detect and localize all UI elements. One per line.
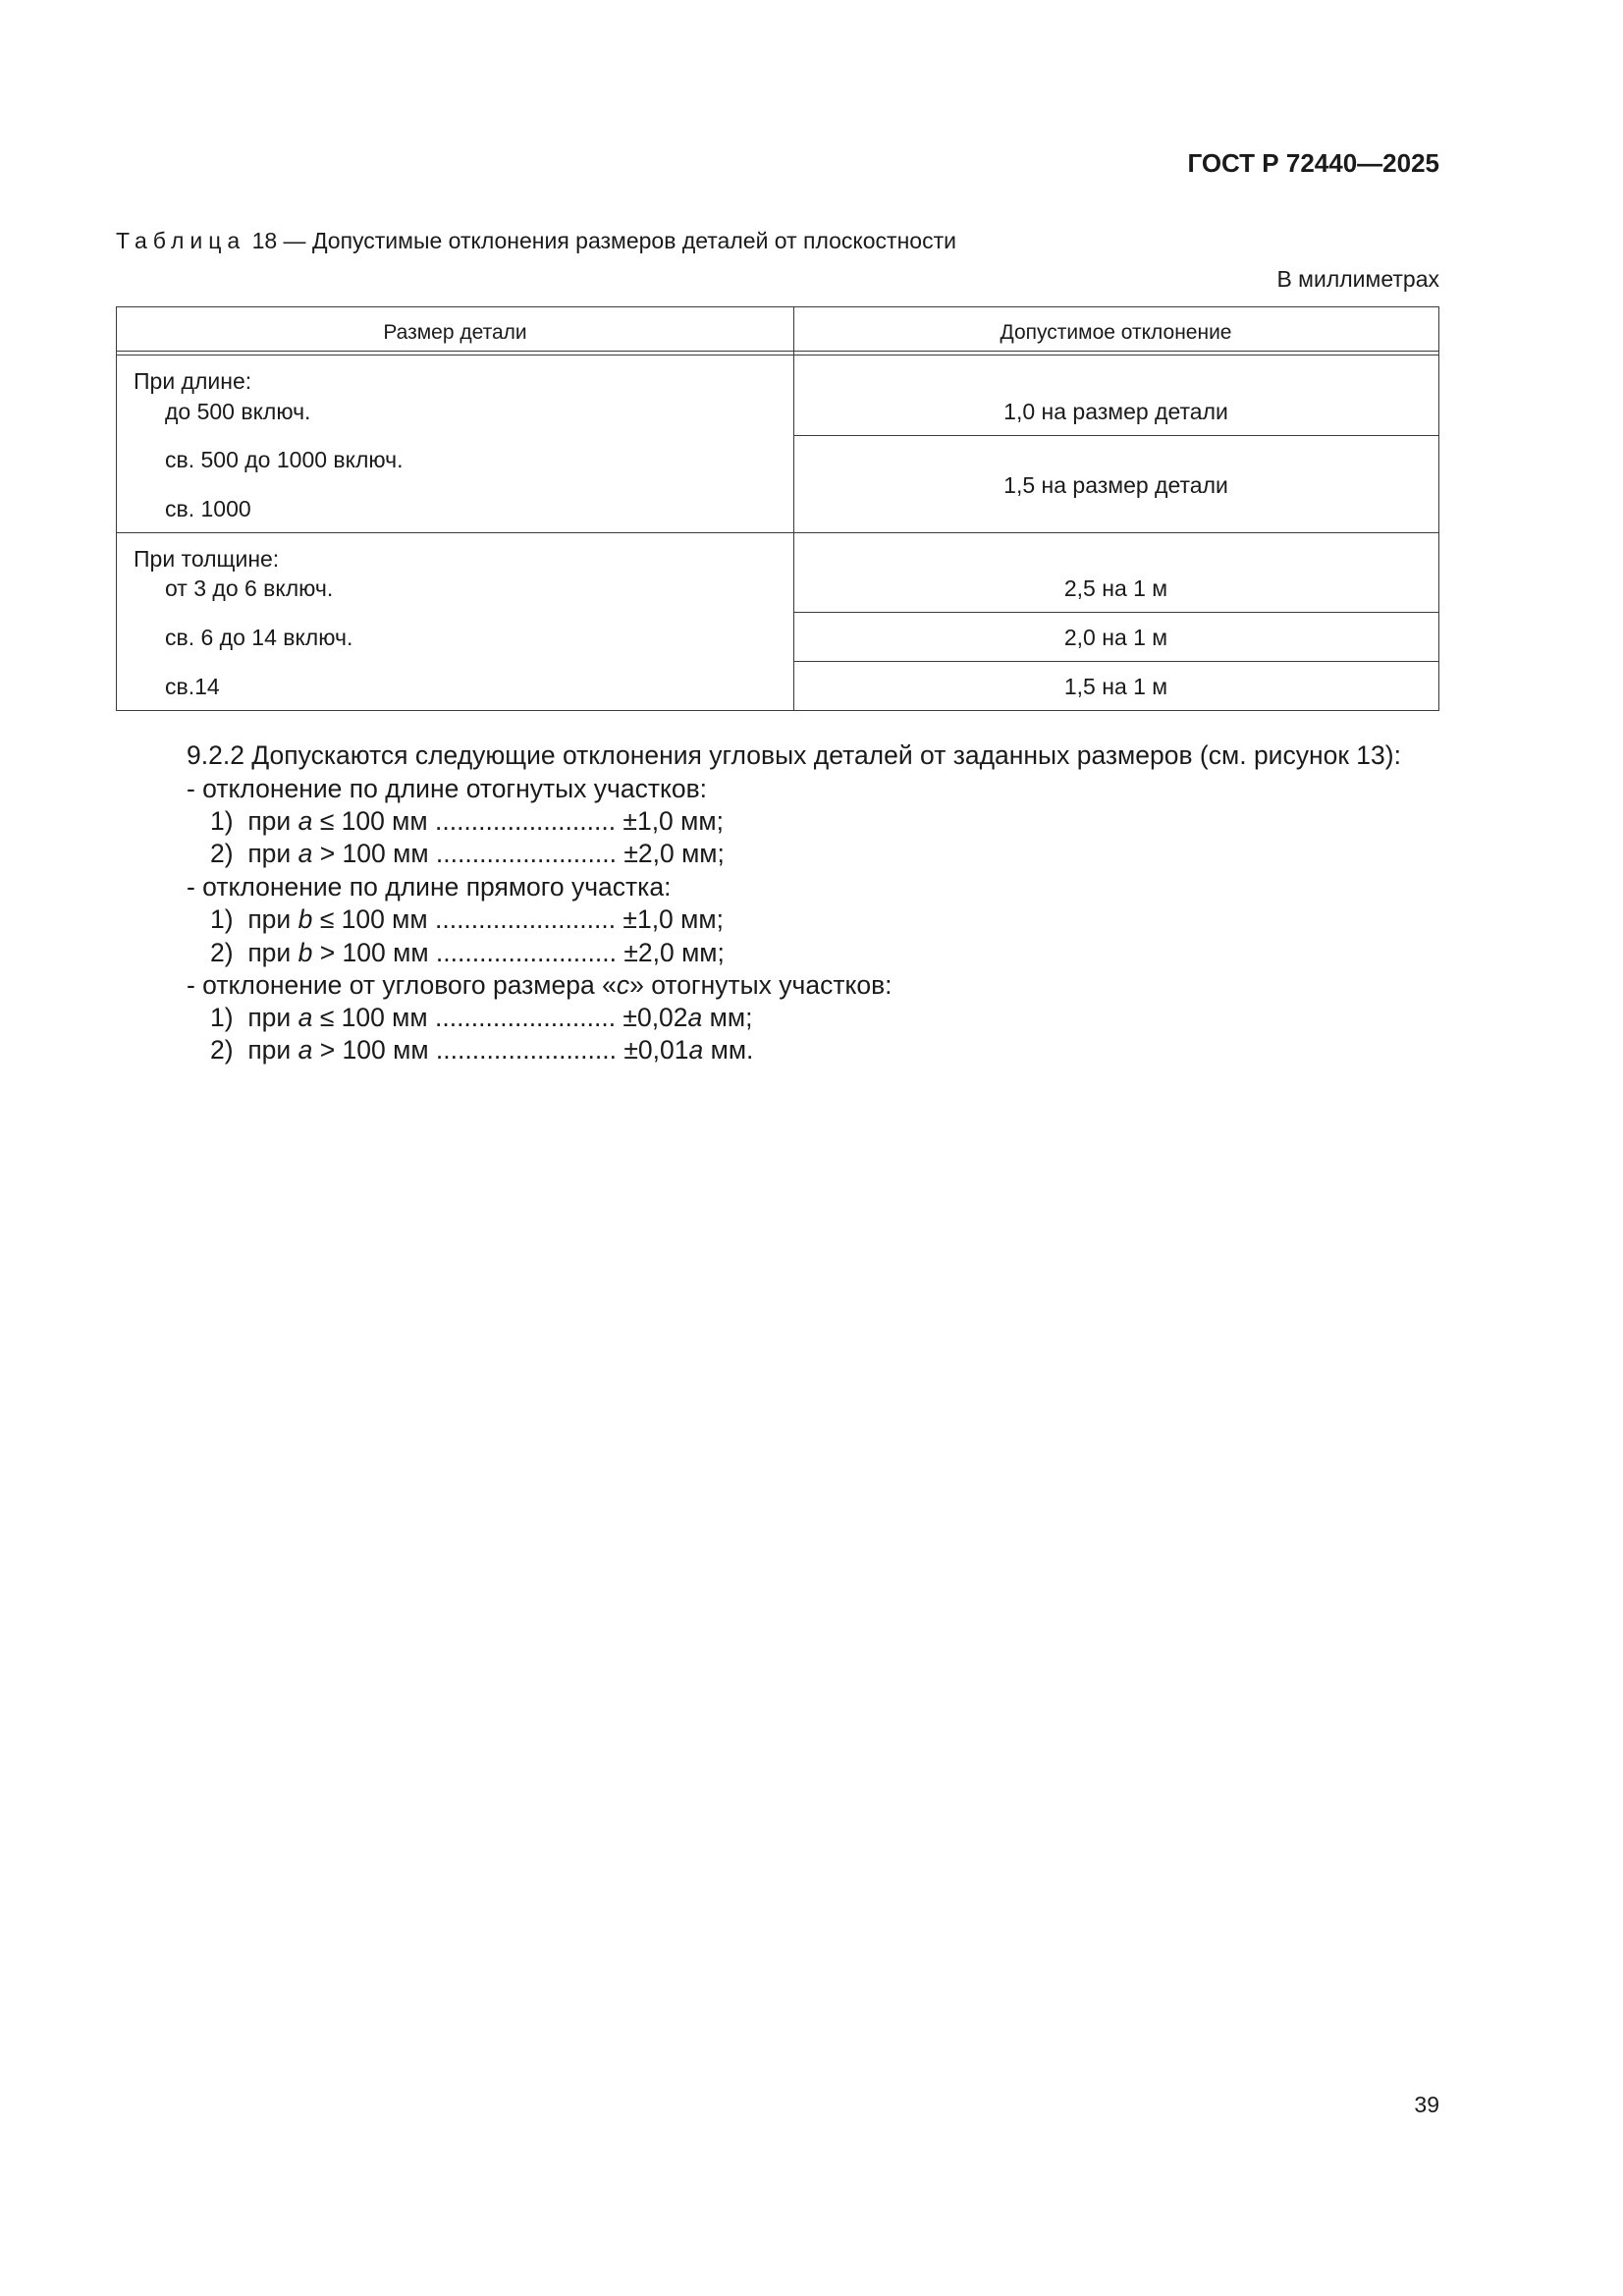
page-number: 39 xyxy=(1414,2092,1439,2117)
column-header-part-size: Размер детали xyxy=(383,321,527,344)
table-caption-label: Таблица xyxy=(116,228,246,253)
row-label: св.14 xyxy=(165,674,220,699)
item-number: 2) xyxy=(210,839,234,868)
tolerance-table xyxy=(116,306,1439,711)
item-prefix: при xyxy=(247,1003,292,1032)
group-heading-thickness: При толщине: xyxy=(134,546,280,572)
list-title-suffix: » отогнутых участков: xyxy=(629,970,893,1000)
list-title-variable: c xyxy=(616,970,630,1000)
row-value: 1,5 на 1 м xyxy=(1063,674,1168,699)
item-condition: ≤ 100 мм ......................... ±0,02 xyxy=(319,1003,688,1032)
item-prefix: при xyxy=(247,938,292,967)
row-label: от 3 до 6 включ. xyxy=(165,575,334,601)
item-condition: > 100 мм ......................... ±2,0 мм; xyxy=(319,839,725,868)
list-item xyxy=(210,1003,752,1033)
table-header-rule-top xyxy=(117,351,1438,352)
item-variable: a xyxy=(298,1035,313,1065)
list-item xyxy=(210,938,725,968)
item-condition: ≤ 100 мм ......................... ±1,0 мм; xyxy=(319,806,724,836)
row-value: 2,5 на 1 м xyxy=(1063,575,1168,601)
item-variable: b xyxy=(298,904,313,934)
row-label: св. 6 до 14 включ. xyxy=(165,625,353,650)
item-variable: b xyxy=(298,938,313,967)
item-number: 1) xyxy=(210,806,234,836)
table-row-divider xyxy=(793,612,1438,613)
table-units: В миллиметрах xyxy=(1276,266,1439,292)
row-label: св. 500 до 1000 включ. xyxy=(165,447,404,472)
item-value-variable: a xyxy=(687,1003,703,1032)
row-label: до 500 включ. xyxy=(165,399,311,424)
item-number: 1) xyxy=(210,904,234,934)
list-title: - отклонение по длине отогнутых участков: xyxy=(187,774,708,803)
item-condition: ≤ 100 мм ......................... ±1,0 мм; xyxy=(319,904,724,934)
item-prefix: при xyxy=(247,1035,292,1065)
list-item xyxy=(210,839,725,869)
row-value: 1,0 на размер детали xyxy=(1003,399,1228,424)
list-item xyxy=(210,1035,753,1066)
item-number: 2) xyxy=(210,938,234,967)
item-variable: a xyxy=(298,806,313,836)
item-tail: мм; xyxy=(709,1003,753,1032)
section-paragraph: 9.2.2 Допускаются следующие отклонения угловых деталей от заданных размеров (см. рисунок 13): xyxy=(187,740,1401,770)
item-value-variable: a xyxy=(688,1035,704,1065)
group-heading-length: При длине: xyxy=(134,368,252,394)
item-condition: > 100 мм ......................... ±0,01 xyxy=(319,1035,689,1065)
list-title xyxy=(187,970,893,1001)
item-prefix: при xyxy=(247,904,292,934)
item-variable: a xyxy=(298,1003,313,1032)
list-item xyxy=(210,904,724,935)
item-number: 2) xyxy=(210,1035,234,1065)
table-caption-text: 18 — Допустимые отклонения размеров деталей от плоскостности xyxy=(251,228,956,253)
table-caption xyxy=(116,228,956,254)
row-value: 2,0 на 1 м xyxy=(1063,625,1168,650)
column-header-tolerance: Допустимое отклонение xyxy=(1000,321,1232,344)
item-variable: a xyxy=(298,839,313,868)
item-tail: мм. xyxy=(710,1035,754,1065)
list-title: - отклонение по длине прямого участка: xyxy=(187,872,672,902)
row-label: св. 1000 xyxy=(165,496,251,521)
item-condition: > 100 мм ......................... ±2,0 мм; xyxy=(319,938,725,967)
document-code: ГОСТ Р 72440—2025 xyxy=(1187,148,1439,178)
row-value: 1,5 на размер детали xyxy=(1003,472,1228,498)
table-group-divider xyxy=(117,532,1438,533)
item-number: 1) xyxy=(210,1003,234,1032)
item-prefix: при xyxy=(247,839,292,868)
list-item xyxy=(210,806,724,837)
item-prefix: при xyxy=(247,806,292,836)
list-title-prefix: - отклонение от углового размера « xyxy=(187,970,617,1000)
table-row-divider xyxy=(793,661,1438,662)
table-row-divider xyxy=(793,435,1438,436)
